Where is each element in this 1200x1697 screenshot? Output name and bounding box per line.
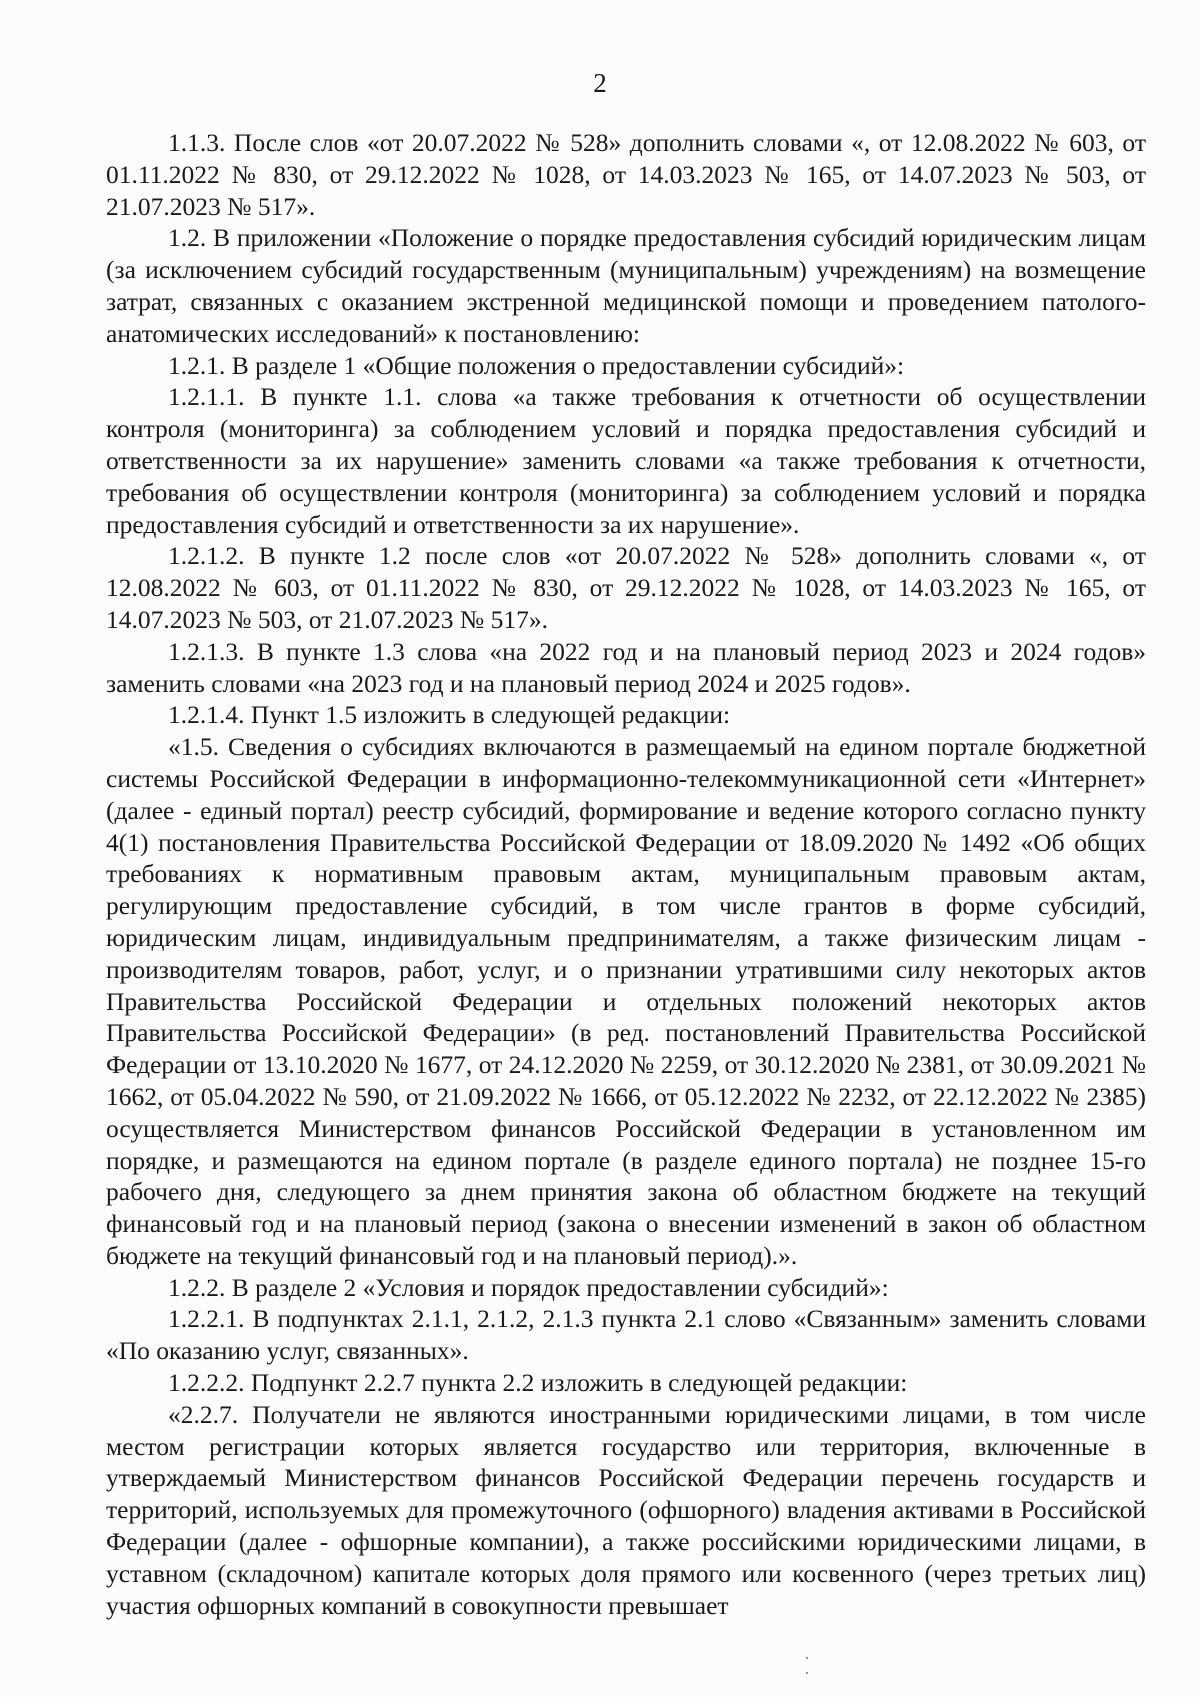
paragraph-1-2-2-2: 1.2.2.2. Подпункт 2.2.7 пункта 2.2 изложить в следующей редакции:: [168, 1368, 908, 1398]
paragraph-1-2-2: 1.2.2. В разделе 2 «Условия и порядок предоставлении субсидий»:: [168, 1272, 889, 1302]
paragraph-1-2: 1.2. В приложении «Положение о порядке предоставления субсидий юридическим лицам (за исключением субсидий государственным (муниципальным) учреждениям) на возмещение затрат, связанных с оказанием экстренной медицинской помощи и проведением патолого-анатомических исследований» к постановлению:: [106, 223, 1146, 348]
paragraph-1-2-1-4: 1.2.1.4. Пункт 1.5 изложить в следующей редакции:: [168, 700, 731, 730]
page-number: 2: [593, 68, 607, 98]
paragraph-1-5-quote: «1.5. Сведения о субсидиях включаются в размещаемый на едином портале бюджетной системы Российской Федерации в информационно-телекоммуникационной сети «Интернет» (далее - единый портал) реестр субсидий, формирование и ведение которого согласно пункту 4(1) постановления Правительства Российской Федерации от 18.09.2020 № 1492 «Об общих требованиях к нормативным правовым актам, муниципальным правовым актам, регулирующим предоставление субсидий, в том числе грантов в форме субсидий, юридическим лицам, индивидуальным предпринимателям, а также физическим лицам - производителям товаров, работ, услуг, и о признании утратившими силу некоторых актов Правительства Российской Федерации и отдельных положений некоторых актов Правительства Российской Федерации» (в ред. постановлений Правительства Российской Федерации от 13.10.2020 № 1677, от 24.12.2020 № 2259, от 30.12.2020 № 2381, от 30.09.2021 № 1662, от 05.04.2022 № 590, от 21.09.2022 № 1666, от 05.12.2022 № 2232, от 22.12.2022 № 2385) осуществляется Министерством финансов Российской Федерации в установленном им порядке, и размещаются на едином портале (в разделе единого портала) не позднее 15-го рабочего дня, следующего за днем принятия закона об областном бюджете на текущий финансовый год и на плановый период (закона о внесении изменений в закон об областном бюджете на текущий финансовый год и на плановый период).».: [106, 732, 1146, 1270]
scan-speck: [806, 1672, 808, 1674]
paragraph-1-2-1: 1.2.1. В разделе 1 «Общие положения о предоставлении субсидий»:: [168, 350, 905, 380]
document-body: [106, 127, 1146, 1621]
paragraph-1-2-1-2: 1.2.1.2. В пункте 1.2 после слов «от 20.07.2022 № 528» дополнить словами «, от 12.08.2022 № 603, от 01.11.2022 № 830, от 29.12.2022 № 1028, от 14.03.2023 № 165, от 14.07.2023 № 503, от 21.07.2023 № 517».: [106, 541, 1146, 634]
paragraph-1-2-2-1: 1.2.2.1. В подпунктах 2.1.1, 2.1.2, 2.1.3 пункта 2.1 слово «Связанным» заменить словами «По оказанию услуг, связанных».: [106, 1304, 1146, 1366]
paragraph-2-2-7-quote: «2.2.7. Получатели не являются иностранными юридическими лицами, в том числе местом регистрации которых является государство или территория, включенные в утверждаемый Министерством финансов Российской Федерации перечень государств и территорий, используемых для промежуточного (офшорного) владения активами в Российской Федерации (далее - офшорные компании), а также российскими юридическими лицами, в уставном (складочном) капитале которых доля прямого или косвенного (через третьих лиц) участия офшорных компаний в совокупности превышает: [106, 1399, 1146, 1620]
paragraph-1-2-1-3: 1.2.1.3. В пункте 1.3 слова «на 2022 год и на плановый период 2023 и 2024 годов» заменить словами «на 2023 год и на плановый период 2024 и 2025 годов».: [106, 636, 1146, 698]
paragraph-1-2-1-1: 1.2.1.1. В пункте 1.1. слова «а также требования к отчетности об осуществлении контроля (мониторинга) за соблюдением условий и порядка предоставления субсидий и ответственности за их нарушение» заменить словами «а также требования к отчетности, требования об осуществлении контроля (мониторинга) за соблюдением условий и порядка предоставления субсидий и ответственности за их нарушение».: [106, 382, 1146, 539]
scan-speck: [806, 1657, 808, 1659]
paragraph-1-1-3: 1.1.3. После слов «от 20.07.2022 № 528» дополнить словами «, от 12.08.2022 № 603, от 01.11.2022 № 830, от 29.12.2022 № 1028, от 14.03.2023 № 165, от 14.07.2023 № 503, от 21.07.2023 № 517».: [106, 128, 1146, 221]
